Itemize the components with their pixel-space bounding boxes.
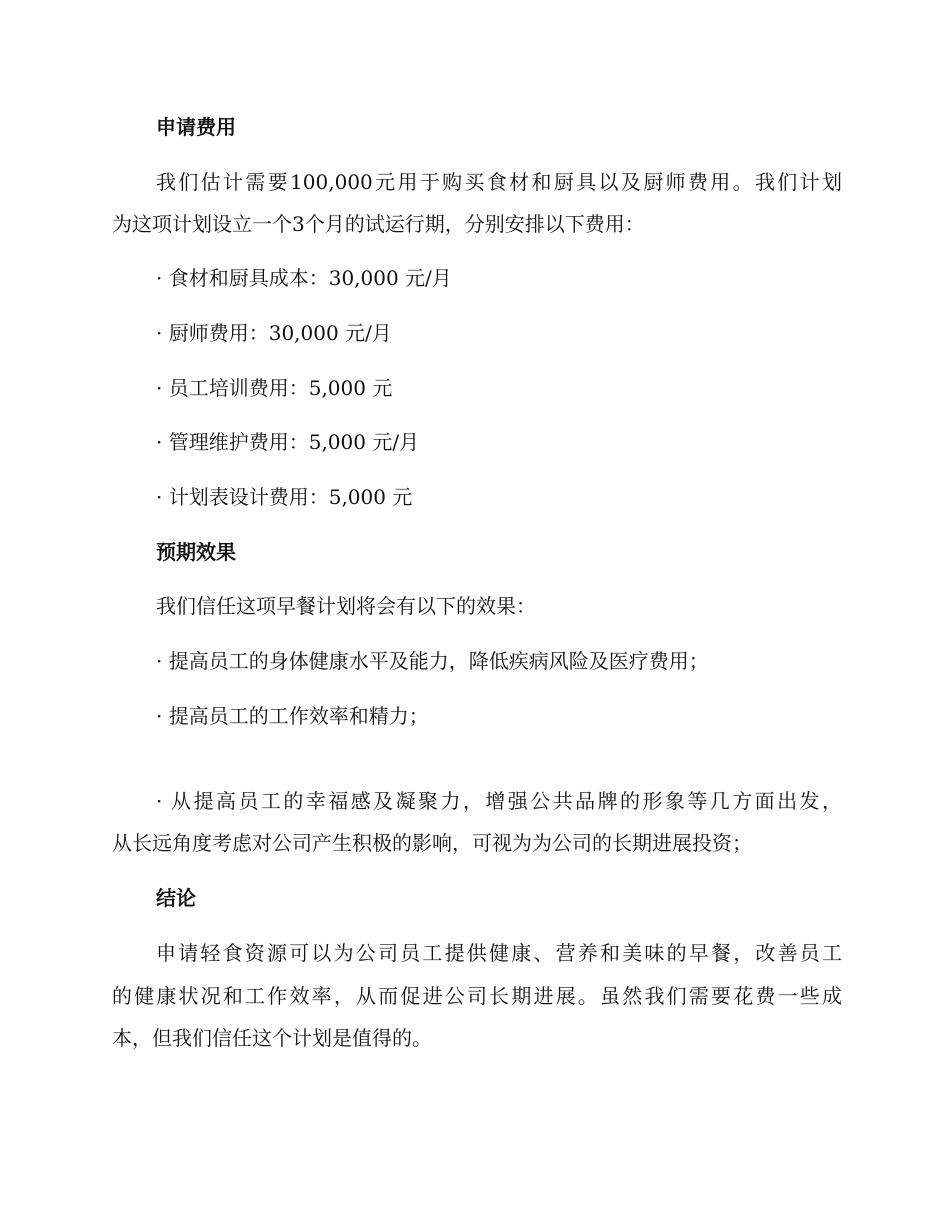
effect-item-line-1: · 从提高员工的幸福感及凝聚力，增强公共品牌的形象等几方面出发， [156,789,842,813]
section-heading-fees: 申请费用 [156,115,236,139]
conclusion-line-3: 本，但我们信任这个计划是值得的。 [112,1026,432,1050]
fees-intro-line-2: 为这项计划设立一个3个月的试运行期，分别安排以下费用： [112,212,645,236]
effect-item-line-2: 从长远角度考虑对公司产生积极的影响，可视为为公司的长期进展投资； [112,831,752,855]
conclusion-line-2: 的健康状况和工作效率，从而促进公司长期进展。虽然我们需要花费一些成 [112,984,842,1008]
effect-item: · 提高员工的工作效率和精力； [156,704,429,728]
fee-item: · 计划表设计费用：5,000 元 [156,485,413,509]
fees-intro-line-1: 我们估计需要100,000元用于购买食材和厨具以及厨师费用。我们计划 [156,170,842,194]
effects-intro: 我们信任这项早餐计划将会有以下的效果： [156,594,536,618]
section-heading-effects: 预期效果 [156,540,236,564]
fee-item: · 厨师费用：30,000 元/月 [156,321,392,345]
effect-item: · 提高员工的身体健康水平及能力，降低疾病风险及医疗费用； [156,649,709,673]
fee-item: · 管理维护费用：5,000 元/月 [156,430,420,454]
conclusion-line-1: 申请轻食资源可以为公司员工提供健康、营养和美味的早餐，改善员工 [156,941,842,965]
fee-item: · 员工培训费用：5,000 元 [156,376,393,400]
fee-item: · 食材和厨具成本：30,000 元/月 [156,266,452,290]
section-heading-conclusion: 结论 [156,886,196,910]
